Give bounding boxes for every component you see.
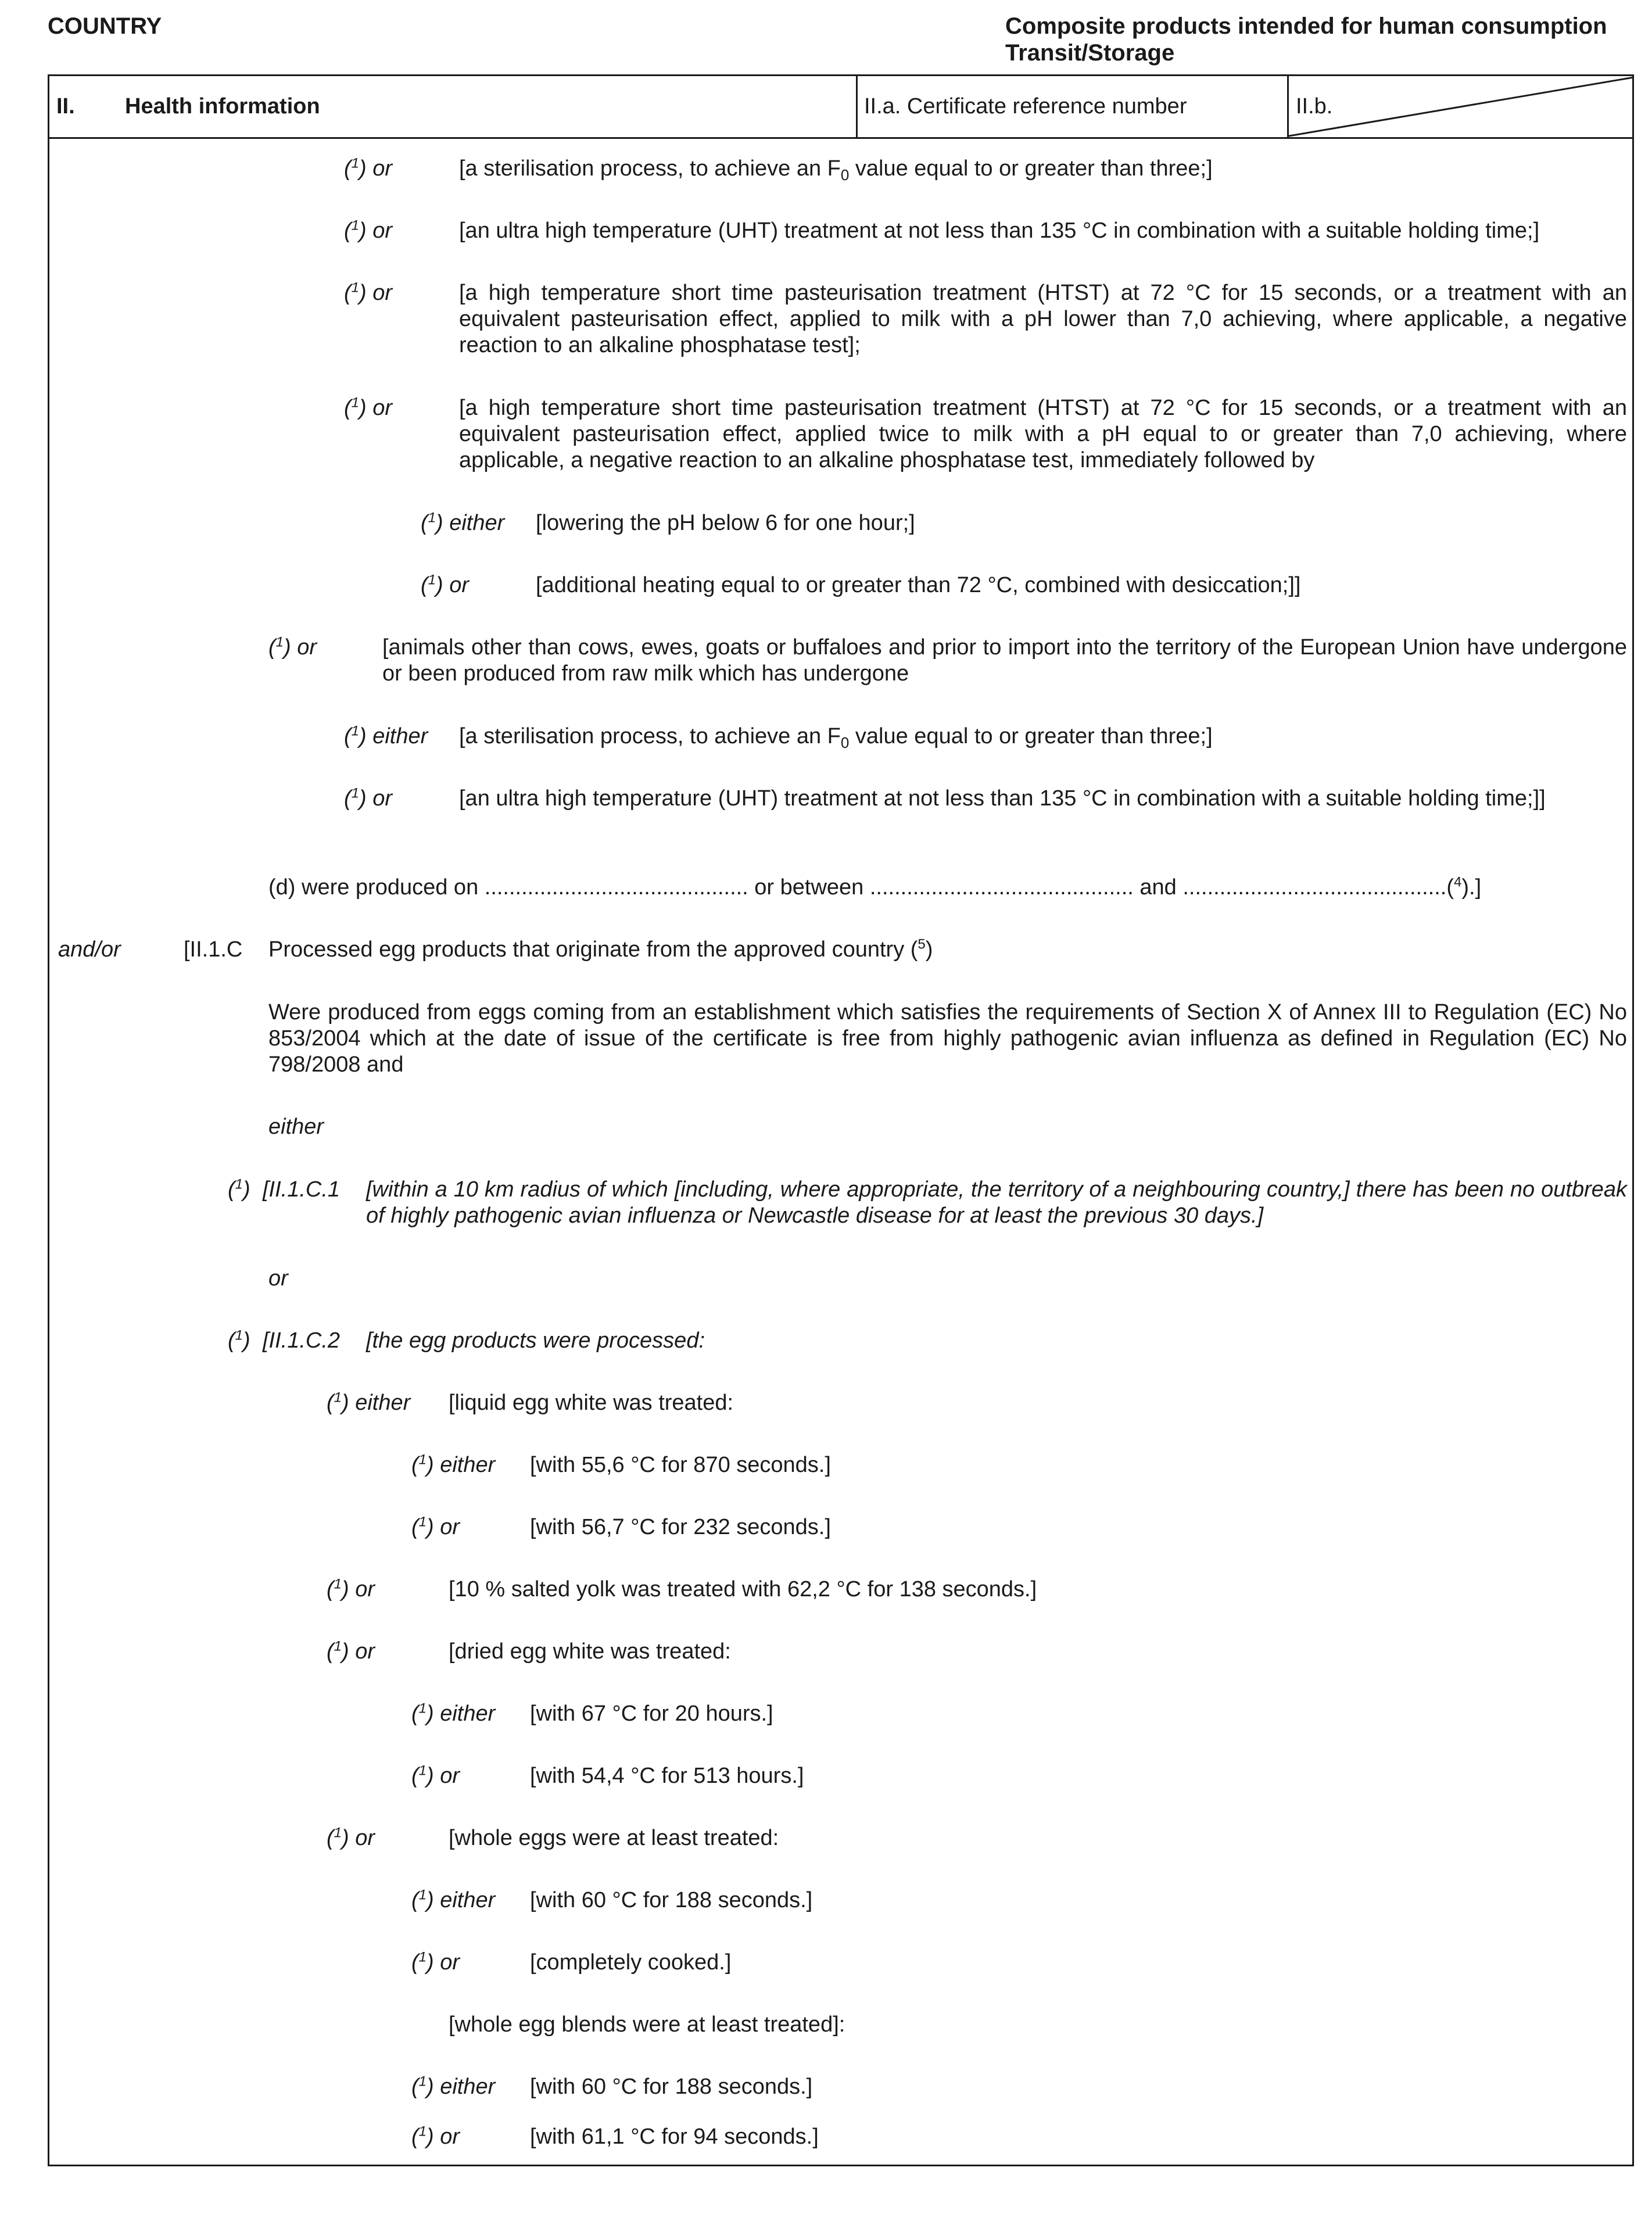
whole-eggs-clause: [whole eggs were at least treated:: [449, 1826, 779, 1850]
treatment-60: [with 60 °C for 188 seconds.]: [530, 1888, 813, 1912]
htst-twice-clause: [a high temperature short time pasteurisation treatment (HTST) at 72 °C for 15 seconds, or a treatment with an equivalent pasteurisation effect, applied twice to milk with a pH equal to or greater than 7,0 achieving, where applicable, a negative reaction to an alkaline phosphatase test, immediately followed by: [459, 396, 1627, 472]
marker-either: ($^1$) either: [411, 2073, 496, 2099]
egg-products-body: Were produced from eggs coming from an establishment which satisfies the requirements of Section X of Annex III to Regulation (EC) No 853/2004 which at the date of issue of the certificate is free from highly pathogenic avian influenza as defined in Regulation (EC) No 798/2008 and: [268, 1000, 1627, 1077]
lowering-ph-clause: [lowering the pH below 6 for one hour;]: [536, 511, 915, 535]
marker-or: ($^1$) or: [411, 1762, 460, 1788]
section-ref-ii-1-c-1: [II.1.C.1: [263, 1177, 341, 1202]
egg-processing-clause: [the egg products were processed:: [366, 1328, 705, 1353]
marker-or: ($^1$) or: [411, 1949, 460, 1975]
completely-cooked: [completely cooked.]: [530, 1950, 732, 1975]
marker-fn: ($^1$): [228, 1327, 250, 1353]
or-line: or: [268, 1266, 288, 1291]
marker-or: ($^1$) or: [344, 785, 393, 811]
either-line: either: [268, 1115, 324, 1139]
marker-or: ($^1$) or: [411, 2123, 460, 2149]
outbreak-free-clause: [within a 10 km radius of which [including, where appropriate, the territory of a neighbouring country,] there has been no outbreak of highly pathogenic avian influenza or Newcastle disease for at least the previous 30 days.]: [366, 1177, 1627, 1228]
whole-egg-blends-clause: [whole egg blends were at least treated]:: [449, 2012, 845, 2037]
treatment-54-4: [with 54,4 °C for 513 hours.]: [530, 1764, 804, 1788]
section-number: II.: [56, 94, 75, 119]
treatment-67: [with 67 °C for 20 hours.]: [530, 1701, 773, 1726]
liquid-egg-white-clause: [liquid egg white was treated:: [449, 1391, 734, 1415]
marker-either: ($^1$) either: [411, 1887, 496, 1912]
additional-heating-clause: [additional heating equal to or greater than 72 °C, combined with desiccation;]]: [536, 573, 1301, 597]
certificate-reference-label: II.a. Certificate reference number: [864, 94, 1187, 119]
other-animals-clause: [animals other than cows, ewes, goats or buffaloes and prior to import into the territory of the European Union have undergone or been produced from raw milk which has undergone: [382, 635, 1627, 686]
marker-and-or: and/or: [58, 937, 121, 962]
marker-either: ($^1$) either: [421, 510, 505, 535]
diagonal-strike: [1289, 76, 1634, 137]
reference-b-label: II.b.: [1296, 94, 1333, 119]
marker-either: ($^1$) either: [411, 1700, 496, 1726]
salted-yolk-clause: [10 % salted yolk was treated with 62,2 °C for 138 seconds.]: [449, 1577, 1037, 1602]
certificate-title-line1: Composite products intended for human consumption: [1005, 13, 1607, 39]
dried-egg-white-clause: [dried egg white was treated:: [449, 1639, 731, 1664]
section-ref-ii-1-c: [II.1.C: [184, 937, 243, 962]
marker-either: ($^1$) either: [411, 1452, 496, 1477]
treatment-56-7: [with 56,7 °C for 232 seconds.]: [530, 1515, 831, 1539]
marker-or: ($^1$) or: [411, 1514, 460, 1539]
section-title: Health information: [125, 94, 320, 119]
marker-or: ($^1$) or: [344, 217, 393, 243]
certificate-title: [1005, 13, 1607, 66]
marker-or: ($^1$) or: [327, 1825, 375, 1850]
treatment-55-6: [with 55,6 °C for 870 seconds.]: [530, 1453, 831, 1477]
egg-products-title: Processed egg products that originate from the approved country ($^5$): [268, 936, 933, 962]
header-divider-1: [856, 76, 858, 137]
marker-or: ($^1$) or: [421, 572, 470, 597]
marker-or: ($^1$) or: [344, 155, 393, 181]
marker-or: ($^1$) or: [268, 634, 317, 660]
uht-clause: [an ultra high temperature (UHT) treatment at not less than 135 °C in combination with a suitable holding time;]: [459, 218, 1540, 243]
production-date-line: (d) were produced on ........................................... or between ........................................... and ...........................................($^4$).]: [268, 874, 1482, 900]
marker-or: ($^1$) or: [344, 395, 393, 420]
health-info-header-row: [49, 76, 1632, 139]
marker-or: ($^1$) or: [344, 280, 393, 305]
treatment-61-1: [with 61,1 °C for 94 seconds.]: [530, 2124, 819, 2149]
marker-or: ($^1$) or: [327, 1638, 375, 1664]
uht-clause-2: [an ultra high temperature (UHT) treatment at not less than 135 °C in combination with a suitable holding time;]]: [459, 786, 1546, 811]
marker-either: ($^1$) either: [344, 723, 428, 748]
marker-or: ($^1$) or: [327, 1576, 375, 1602]
certificate-title-line2: Transit/Storage: [1005, 40, 1175, 66]
treatment-60-blends: [with 60 °C for 188 seconds.]: [530, 2075, 813, 2099]
sterilisation-clause-2: [a sterilisation process, to achieve an $F_0$ value equal to or greater than three;]: [459, 724, 1213, 751]
section-ref-ii-1-c-2: [II.1.C.2: [263, 1328, 341, 1353]
marker-fn: ($^1$): [228, 1176, 250, 1202]
htst-clause: [a high temperature short time pasteurisation treatment (HTST) at 72 °C for 15 seconds, or a treatment with an equivalent pasteurisation effect, applied to milk with a pH lower than 7,0 achieving, where applicable, a negative reaction to an alkaline phosphatase test];: [459, 281, 1627, 357]
marker-either: ($^1$) either: [327, 1389, 411, 1415]
sterilisation-clause: [a sterilisation process, to achieve an $F_0$ value equal to or greater than three;]: [459, 156, 1213, 184]
country-label: COUNTRY: [48, 13, 162, 39]
